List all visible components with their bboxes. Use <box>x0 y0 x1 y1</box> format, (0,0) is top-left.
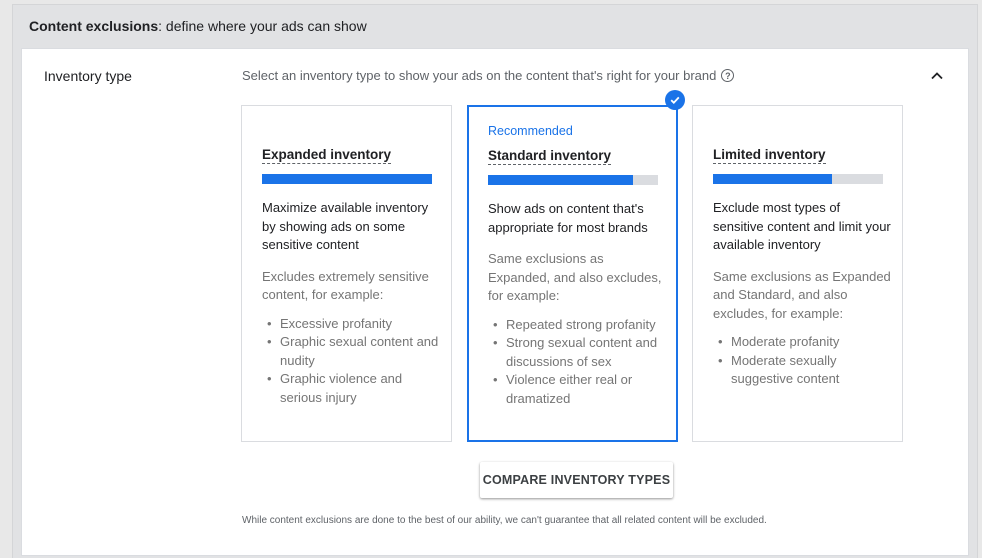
card-description-text: Maximize available inventory by showing ads on some sensitive content <box>262 200 429 252</box>
card-subtext: Same exclusions as Expanded and Standard, and also excludes, for example: <box>713 268 891 321</box>
help-icon[interactable]: ? <box>721 69 734 82</box>
card-description-text: Show ads on content that's appropriate for most brands <box>488 201 648 235</box>
card-subtext: Same exclusions as Expanded, and also excludes, for example: <box>488 251 662 303</box>
inventory-level-bar <box>488 175 658 185</box>
card-description <box>488 200 668 408</box>
card-description <box>713 199 893 389</box>
section-header-rest: : define where your ads can show <box>158 18 367 34</box>
inventory-level-bar-fill <box>713 174 832 184</box>
card-title: Standard inventory <box>488 148 612 163</box>
list-item: • Graphic sexual content and nudity <box>262 333 442 370</box>
section-header <box>29 18 367 34</box>
example-list <box>262 315 442 408</box>
card-title: Expanded inventory <box>262 147 392 162</box>
list-item: • Violence either real or dramatized <box>488 371 668 408</box>
inventory-type-label: Inventory type <box>44 68 132 84</box>
card-description-text: Exclude most types of sensitive content and limit your available inventory <box>713 200 891 252</box>
compare-inventory-types-button[interactable]: COMPARE INVENTORY TYPES <box>480 462 673 498</box>
card-title: Limited inventory <box>713 147 826 162</box>
inventory-card-limited[interactable] <box>692 105 903 442</box>
card-description <box>262 199 442 407</box>
card-subtext: Excludes extremely sensitive content, for example: <box>262 268 429 302</box>
content-exclusions-section <box>12 4 978 558</box>
example-list <box>713 333 893 389</box>
inventory-intro <box>242 68 734 83</box>
inventory-type-panel <box>21 48 969 556</box>
example-list <box>488 316 668 409</box>
section-header-bold: Content exclusions <box>29 18 159 34</box>
inventory-level-bar-fill <box>262 174 432 184</box>
list-item: • Strong sexual content and discussions of sex <box>488 334 668 371</box>
inventory-card-expanded[interactable] <box>241 105 452 442</box>
list-item: • Moderate profanity <box>713 333 893 352</box>
inventory-level-bar-fill <box>488 175 633 185</box>
inventory-card-standard[interactable] <box>467 105 678 442</box>
disclaimer-text: While content exclusions are done to the best of our ability, we can't guarantee that all related content will be excluded. <box>242 515 767 526</box>
recommended-label: Recommended <box>488 124 573 138</box>
list-item: • Excessive profanity <box>262 315 442 334</box>
inventory-level-bar <box>262 174 432 184</box>
collapse-chevron-up-icon[interactable] <box>926 65 948 87</box>
list-item: • Moderate sexually suggestive content <box>713 352 893 389</box>
selected-check-icon <box>665 90 685 110</box>
inventory-intro-text: Select an inventory type to show your ads on the content that's right for your brand <box>242 68 717 83</box>
inventory-level-bar <box>713 174 883 184</box>
list-item: • Graphic violence and serious injury <box>262 370 442 407</box>
list-item: • Repeated strong profanity <box>488 316 668 335</box>
